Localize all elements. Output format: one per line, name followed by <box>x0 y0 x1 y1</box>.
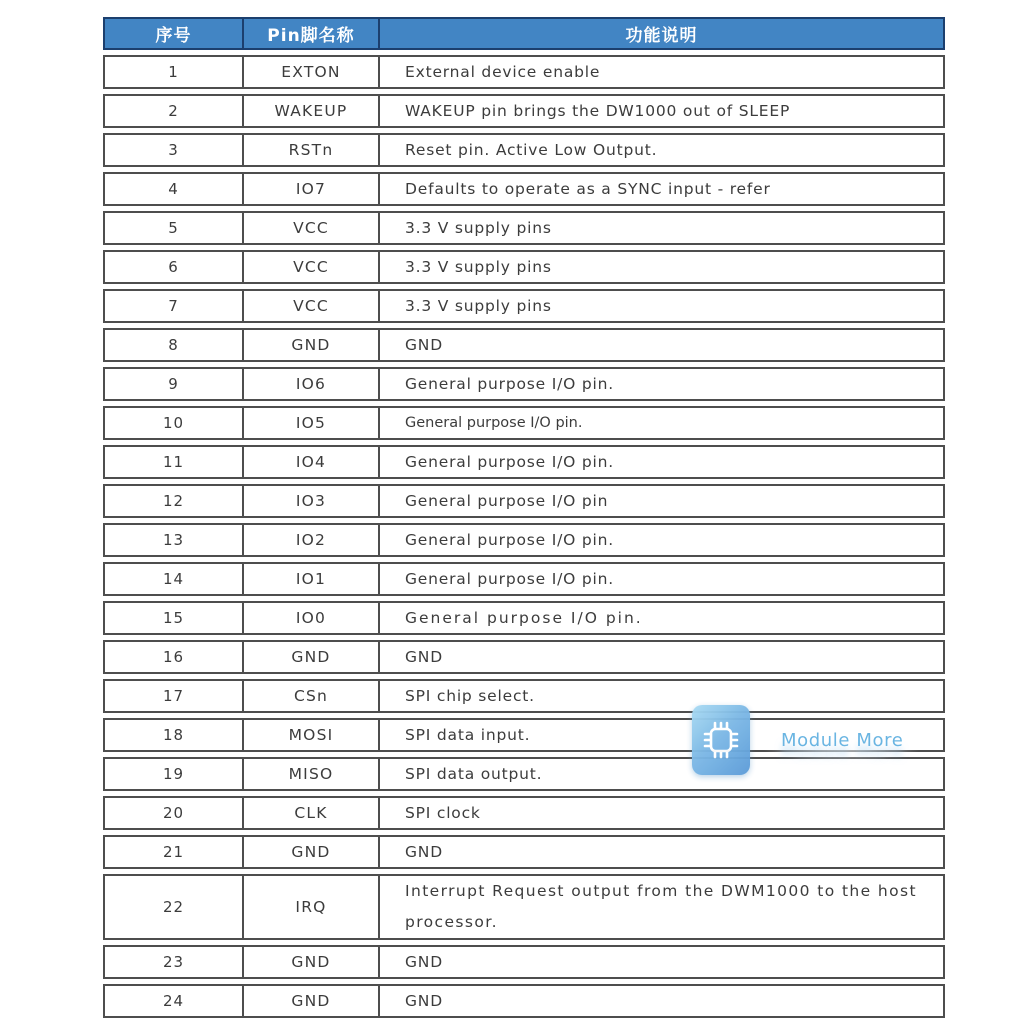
pin-number-cell: 6 <box>105 252 244 282</box>
pin-number-cell: 5 <box>105 213 244 243</box>
pin-name-cell: WAKEUP <box>244 96 380 126</box>
pin-number-cell: 10 <box>105 408 244 438</box>
pin-name-cell: GND <box>244 986 380 1016</box>
pin-name-cell: VCC <box>244 252 380 282</box>
table-header-row <box>103 17 945 50</box>
pin-function-cell: General purpose I/O pin. <box>405 453 614 471</box>
pin-name-cell: EXTON <box>244 57 380 87</box>
pin-function-cell: General purpose I/O pin. <box>405 609 643 627</box>
pin-name-cell: IO6 <box>244 369 380 399</box>
table-row <box>103 640 945 674</box>
pin-number-cell: 21 <box>105 837 244 867</box>
pin-function-cell: Reset pin. Active Low Output. <box>405 141 658 159</box>
table-row <box>103 945 945 979</box>
pin-number-cell: 1 <box>105 57 244 87</box>
pin-number-cell: 17 <box>105 681 244 711</box>
pin-name-cell: IO2 <box>244 525 380 555</box>
pin-number-cell: 15 <box>105 603 244 633</box>
table-row <box>103 55 945 89</box>
table-row <box>103 601 945 635</box>
pin-number-cell: 12 <box>105 486 244 516</box>
pin-number-cell: 9 <box>105 369 244 399</box>
table-row <box>103 874 945 940</box>
pin-number-cell: 2 <box>105 96 244 126</box>
pin-function-cell: SPI data output. <box>405 765 543 783</box>
pin-function-cell: GND <box>405 992 443 1010</box>
pin-function-cell: GND <box>405 648 443 666</box>
pin-number-cell: 20 <box>105 798 244 828</box>
pin-name-cell: IO3 <box>244 486 380 516</box>
pin-name-cell: MOSI <box>244 720 380 750</box>
table-row <box>103 289 945 323</box>
table-row <box>103 445 945 479</box>
pin-function-cell: 3.3 V supply pins <box>405 297 552 315</box>
pin-number-cell: 7 <box>105 291 244 321</box>
pin-name-cell: IO7 <box>244 174 380 204</box>
table-row <box>103 718 945 752</box>
pin-function-cell: SPI clock <box>405 804 481 822</box>
pin-number-cell: 22 <box>105 876 244 938</box>
pin-number-cell: 18 <box>105 720 244 750</box>
table-row <box>103 133 945 167</box>
pin-function-cell: 3.3 V supply pins <box>405 258 552 276</box>
pin-number-cell: 13 <box>105 525 244 555</box>
pin-number-cell: 14 <box>105 564 244 594</box>
pin-name-cell: GND <box>244 642 380 672</box>
table-row <box>103 172 945 206</box>
pin-function-cell: External device enable <box>405 63 601 81</box>
table-rows <box>103 55 945 1018</box>
pin-name-cell: MISO <box>244 759 380 789</box>
pin-number-cell: 19 <box>105 759 244 789</box>
pin-function-cell: Interrupt Request output from the DWM1000 to the host processor. <box>405 882 917 931</box>
pin-name-cell: VCC <box>244 213 380 243</box>
table-row <box>103 94 945 128</box>
table-row <box>103 211 945 245</box>
pin-function-cell: SPI data input. <box>405 726 531 744</box>
pin-function-cell: General purpose I/O pin. <box>405 531 614 549</box>
pin-name-cell: IO5 <box>244 408 380 438</box>
pin-name-cell: IRQ <box>244 876 380 938</box>
pin-number-cell: 8 <box>105 330 244 360</box>
table-row <box>103 250 945 284</box>
table-row <box>103 679 945 713</box>
pin-name-cell: RSTn <box>244 135 380 165</box>
pin-name-cell: IO0 <box>244 603 380 633</box>
pin-definition-table <box>103 17 945 1023</box>
table-row <box>103 367 945 401</box>
pin-name-cell: IO1 <box>244 564 380 594</box>
pin-name-cell: GND <box>244 947 380 977</box>
pin-function-cell: General purpose I/O pin. <box>405 375 614 393</box>
pin-name-cell: IO4 <box>244 447 380 477</box>
table-row <box>103 406 945 440</box>
pin-name-cell: CLK <box>244 798 380 828</box>
pin-function-cell: 3.3 V supply pins <box>405 219 552 237</box>
column-header-number: 序号 <box>105 19 244 48</box>
pin-number-cell: 11 <box>105 447 244 477</box>
pin-name-cell: CSn <box>244 681 380 711</box>
pin-name-cell: GND <box>244 837 380 867</box>
pin-name-cell: VCC <box>244 291 380 321</box>
pin-function-cell: GND <box>405 843 443 861</box>
table-row <box>103 562 945 596</box>
pin-name-cell: GND <box>244 330 380 360</box>
pin-function-cell: General purpose I/O pin. <box>405 570 614 588</box>
pin-function-cell: Defaults to operate as a SYNC input - refer <box>405 180 771 198</box>
pin-function-cell: WAKEUP pin brings the DW1000 out of SLEEP <box>405 102 791 120</box>
table-row <box>103 984 945 1018</box>
column-header-pin-name: Pin脚名称 <box>244 19 380 48</box>
pin-number-cell: 4 <box>105 174 244 204</box>
table-row <box>103 328 945 362</box>
table-row <box>103 757 945 791</box>
pin-number-cell: 23 <box>105 947 244 977</box>
table-row <box>103 484 945 518</box>
pin-function-cell: GND <box>405 953 443 971</box>
pin-number-cell: 24 <box>105 986 244 1016</box>
pin-function-cell: GND <box>405 336 443 354</box>
pin-number-cell: 3 <box>105 135 244 165</box>
pin-function-cell: SPI chip select. <box>405 687 535 705</box>
table-row <box>103 523 945 557</box>
pin-function-cell: General purpose I/O pin. <box>405 415 583 431</box>
pin-function-cell: General purpose I/O pin <box>405 492 609 510</box>
column-header-function: 功能说明 <box>625 26 698 46</box>
watermark-text: Module More <box>763 720 921 761</box>
pin-number-cell: 16 <box>105 642 244 672</box>
table-row <box>103 796 945 830</box>
table-row <box>103 835 945 869</box>
